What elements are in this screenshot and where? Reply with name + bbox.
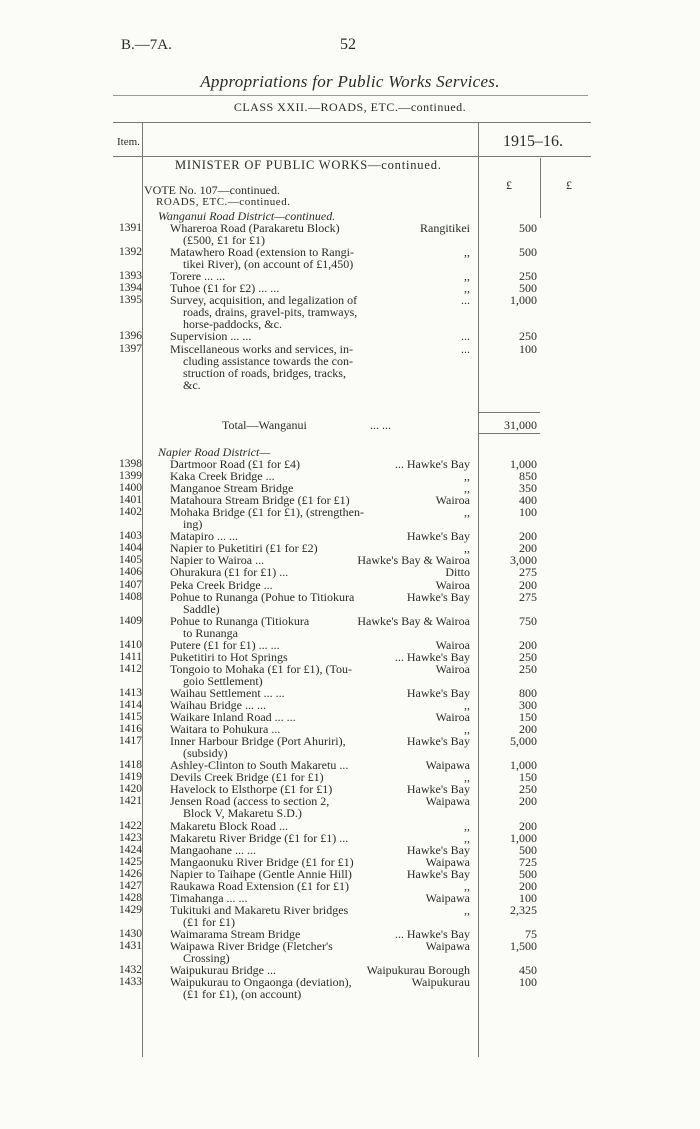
county-name: ,,: [464, 481, 470, 496]
amount-value: 500: [519, 245, 537, 260]
year-column-header: 1915–16.: [503, 133, 563, 150]
item-description-continued: Block V, Makaretu S.D.): [183, 806, 302, 821]
item-description: Mangaonuku River Bridge (£1 for £1): [170, 854, 354, 869]
table-row-continuation: [0, 916, 700, 928]
county-name: ,,: [464, 245, 470, 260]
county-name: ,,: [464, 818, 470, 833]
table-row-continuation: [0, 603, 700, 615]
table-row: [0, 771, 700, 783]
county-name: Hawke's Bay: [406, 866, 470, 881]
item-number: 1429: [119, 903, 142, 916]
item-description: Havelock to Elsthorpe (£1 for £1): [170, 782, 333, 797]
table-row: [0, 542, 700, 554]
table-row: [0, 554, 700, 566]
table-row-continuation: [0, 355, 700, 367]
amount-value: 250: [519, 269, 537, 284]
amount-value: 75: [525, 926, 537, 941]
item-number: 1421: [119, 795, 142, 808]
amount-value: 200: [519, 818, 537, 833]
table-row-continuation: [0, 747, 700, 759]
amount-value: 800: [519, 685, 537, 700]
county-name: Hawke's Bay & Wairoa: [357, 553, 470, 568]
item-number: 1402: [119, 506, 142, 519]
item-description: Tukituki and Makaretu River bridges: [170, 902, 349, 917]
table-row-continuation: [0, 675, 700, 687]
item-number: 1405: [119, 554, 142, 567]
amount-value: 275: [519, 565, 537, 580]
county-name: Wairoa: [435, 710, 470, 725]
table-row: [0, 856, 700, 868]
total-amount: 31,000: [504, 418, 537, 432]
item-description-continued: goio Settlement): [183, 673, 263, 688]
item-description: Waipukurau Bridge ...: [170, 963, 277, 978]
amount-value: 725: [519, 854, 537, 869]
county-name: ,,: [464, 902, 470, 917]
amount-value: 100: [519, 341, 537, 356]
item-number: 1392: [119, 246, 142, 259]
amount-value: 1,500: [510, 939, 537, 953]
amount-value: 850: [519, 469, 537, 484]
item-number: 1404: [119, 542, 142, 555]
total-rule-bottom: [478, 433, 540, 434]
item-number: 1408: [119, 590, 142, 603]
title-rule: [113, 95, 588, 96]
item-number: 1430: [119, 927, 142, 940]
county-name: Rangitikei: [420, 221, 470, 235]
county-name: Hawke's Bay: [406, 842, 470, 857]
item-description-continued: (subsidy): [183, 746, 228, 761]
item-description: Pohue to Runanga (Pohue to Titiokura: [170, 589, 355, 604]
item-description: Inner Harbour Bridge (Port Ahuriri),: [170, 734, 346, 749]
item-description: Whareroa Road (Parakaretu Block): [170, 221, 340, 235]
table-row: [0, 723, 700, 735]
county-name: Waipawa: [425, 890, 470, 905]
item-description: Supervision ... ...: [170, 329, 252, 344]
item-description: Kaka Creek Bridge ...: [170, 469, 275, 484]
item-number: 1432: [119, 964, 142, 977]
item-number: 1427: [119, 879, 142, 892]
item-description-continued: (£1 for £1): [183, 914, 235, 929]
table-row-continuation: [0, 367, 700, 379]
table-row-continuation: [0, 807, 700, 819]
item-number: 1422: [119, 819, 142, 832]
item-description: Makaretu Block Road ...: [170, 818, 288, 833]
county-name: Waipawa: [425, 939, 470, 953]
class-heading: CLASS XXII.—ROADS, ETC.—continued.: [233, 100, 467, 114]
table-row: [0, 530, 700, 542]
table-row: [0, 795, 700, 807]
amount-value: 500: [519, 842, 537, 857]
amount-value: 200: [519, 529, 537, 544]
item-number: 1423: [119, 831, 142, 844]
item-number: 1413: [119, 686, 142, 699]
table-row-continuation: [0, 318, 700, 330]
amount-value: 1,000: [510, 293, 537, 308]
county-name: Hawke's Bay: [406, 734, 470, 749]
item-number: 1420: [119, 783, 142, 796]
item-number: 1424: [119, 843, 142, 856]
item-description: Timahanga ... ...: [170, 890, 248, 905]
item-description: Peka Creek Bridge ...: [170, 577, 273, 592]
amount-value: 250: [519, 329, 537, 344]
table-row-continuation: [0, 258, 700, 270]
amount-value: 250: [519, 649, 537, 664]
amount-value: 500: [519, 221, 537, 235]
item-description: Torere ... ...: [170, 269, 226, 284]
amount-value: 100: [519, 975, 537, 990]
table-row-continuation: [0, 306, 700, 318]
item-description: Waikare Inland Road ... ...: [170, 710, 296, 725]
district-heading: Wanganui Road District—continued.: [158, 209, 336, 223]
table-row-continuation: [0, 379, 700, 391]
amount-value: 3,000: [510, 553, 537, 568]
item-number: 1403: [119, 530, 142, 543]
item-description: Matahoura Stream Bridge (£1 for £1): [170, 493, 350, 508]
amount-value: 200: [519, 577, 537, 592]
item-description: Devils Creek Bridge (£1 for £1): [170, 770, 324, 785]
table-row: [0, 976, 700, 988]
county-name: ,,: [464, 281, 470, 296]
amount-value: 250: [519, 661, 537, 676]
county-name: Ditto: [445, 565, 470, 580]
county-name: ,,: [464, 269, 470, 284]
amount-value: 200: [519, 794, 537, 809]
total-label: Total—Wanganui: [222, 418, 307, 432]
table-row: [0, 343, 700, 355]
total-rule-top: [478, 412, 540, 413]
table-row-continuation: [0, 988, 700, 1000]
table-row: [0, 482, 700, 494]
county-name: Waipawa: [425, 854, 470, 869]
item-description: Pohue to Runanga (Titiokura: [170, 613, 310, 628]
item-description: Napier to Taihape (Gentle Annie Hill): [170, 866, 352, 881]
county-name: Hawke's Bay: [406, 782, 470, 797]
item-number: 1395: [119, 294, 142, 307]
county-name: ...: [461, 329, 470, 344]
table-row: [0, 615, 700, 627]
item-number: 1410: [119, 638, 142, 651]
county-name: ,,: [464, 878, 470, 893]
county-name: Wairoa: [435, 493, 470, 508]
item-number: 1433: [119, 976, 142, 989]
county-name: Waipukurau: [411, 975, 470, 990]
county-name: Hawke's Bay: [406, 589, 470, 604]
item-description-continued: horse-paddocks, &c.: [183, 317, 282, 332]
table-row: [0, 759, 700, 771]
county-name: ... Hawke's Bay: [394, 457, 470, 471]
item-description: Raukawa Road Extension (£1 for £1): [170, 878, 349, 893]
table-row: [0, 844, 700, 856]
county-name: ,,: [464, 541, 470, 556]
item-number: 1397: [119, 342, 142, 355]
amount-value: 1,000: [510, 830, 537, 845]
item-number: 1414: [119, 699, 142, 711]
item-description-continued: to Runanga: [183, 625, 238, 640]
table-row: [0, 330, 700, 342]
item-number: 1428: [119, 891, 142, 904]
item-description: Waipawa River Bridge (Fletcher's: [170, 939, 333, 953]
item-description: Ashley-Clinton to South Makaretu ...: [170, 758, 349, 773]
item-number: 1394: [119, 282, 142, 295]
item-description: Putere (£1 for £1) ... ...: [170, 637, 280, 652]
currency-label: £: [506, 178, 512, 192]
vote-heading: VOTE No. 107—continued.: [144, 183, 280, 197]
item-number: 1431: [119, 940, 142, 952]
item-description: Jensen Road (access to section 2,: [170, 794, 330, 809]
table-row: [0, 579, 700, 591]
page-title: Appropriations for Public Works Services.: [200, 72, 500, 91]
table-row: [0, 699, 700, 711]
item-description-continued: Saddle): [183, 601, 220, 616]
table-row: [0, 270, 700, 282]
table-top-rule: [113, 122, 591, 123]
total-dots: ... ...: [370, 418, 391, 432]
county-name: ,,: [464, 698, 470, 712]
county-name: Wairoa: [435, 577, 470, 592]
item-description: Waitara to Pohukura ...: [170, 722, 281, 737]
county-name: ... Hawke's Bay: [394, 926, 470, 941]
amount-value: 1,000: [510, 457, 537, 471]
item-description-continued: ing): [183, 517, 203, 532]
item-number: 1426: [119, 867, 142, 880]
county-name: ... Hawke's Bay: [394, 649, 470, 664]
item-description: Makaretu River Bridge (£1 for £1) ...: [170, 830, 349, 845]
item-number: 1425: [119, 855, 142, 868]
item-description: Tongoio to Mohaka (£1 for £1), (Tou-: [170, 661, 352, 676]
table-row: [0, 663, 700, 675]
table-row: [0, 820, 700, 832]
item-description-continued: Crossing): [183, 951, 230, 966]
item-description: Mangaohane ... ...: [170, 842, 256, 857]
table-row: [0, 639, 700, 651]
county-name: Waipawa: [425, 794, 470, 809]
table-row: [0, 868, 700, 880]
county-name: ,,: [464, 469, 470, 484]
item-description: Waimarama Stream Bridge: [170, 926, 301, 941]
table-row-continuation: [0, 952, 700, 964]
table-row-continuation: [0, 627, 700, 639]
item-description: Waipukurau to Ongaonga (deviation),: [170, 975, 352, 990]
item-number: 1411: [119, 650, 142, 663]
county-name: Waipukurau Borough: [366, 963, 470, 978]
county-name: ,,: [464, 770, 470, 785]
item-description: Napier to Wairoa ...: [170, 553, 265, 568]
roads-heading: ROADS, ETC.—continued.: [156, 196, 291, 208]
county-name: ,,: [464, 505, 470, 520]
item-description: Puketitiri to Hot Springs: [170, 649, 288, 664]
item-number: 1417: [119, 735, 142, 748]
item-description-continued: (£500, £1 for £1): [183, 233, 265, 248]
item-number: 1401: [119, 494, 142, 507]
item-description: Manganoe Stream Bridge: [170, 481, 294, 496]
table-header-rule: [113, 156, 591, 157]
item-number: 1393: [119, 270, 142, 283]
item-description: Survey, acquisition, and legalization of: [170, 293, 358, 308]
amount-value: 200: [519, 878, 537, 893]
item-description: Waihau Bridge ... ...: [170, 698, 267, 712]
amount-value: 200: [519, 541, 537, 556]
table-row: [0, 687, 700, 699]
table-row: [0, 880, 700, 892]
table-row: [0, 940, 700, 952]
table-row: [0, 904, 700, 916]
amount-value: 300: [519, 698, 537, 712]
amount-value: 150: [519, 770, 537, 785]
item-number: 1415: [119, 711, 142, 724]
table-row: [0, 458, 700, 470]
amount-value: 100: [519, 890, 537, 905]
amount-value: 400: [519, 493, 537, 508]
table-row: [0, 711, 700, 723]
amount-value: 2,325: [510, 902, 537, 917]
table-row: [0, 506, 700, 518]
county-name: ,,: [464, 722, 470, 737]
item-number: 1406: [119, 566, 142, 579]
item-description: Mohaka Bridge (£1 for £1), (strengthen-: [170, 505, 364, 520]
amount-value: 200: [519, 722, 537, 737]
item-description: Ohurakura (£1 for £1) ...: [170, 565, 289, 580]
county-name: Hawke's Bay: [406, 685, 470, 700]
item-description: Waihau Settlement ... ...: [170, 685, 285, 700]
page-number: 52: [340, 36, 356, 53]
item-number: 1412: [119, 662, 142, 675]
table-row: [0, 651, 700, 663]
item-description: Napier to Puketitiri (£1 for £2): [170, 541, 318, 556]
item-description: Miscellaneous works and services, in-: [170, 341, 353, 356]
county-name: Hawke's Bay & Wairoa: [357, 613, 470, 628]
table-row: [0, 892, 700, 904]
pound-column-rule: [540, 158, 541, 218]
amount-value: 500: [519, 281, 537, 296]
item-description-continued: tikei River), (on account of £1,450): [183, 257, 354, 272]
currency-label: £: [566, 178, 572, 192]
amount-value: 450: [519, 963, 537, 978]
item-number: 1398: [119, 458, 142, 470]
item-description-continued: struction of roads, bridges, tracks,: [183, 365, 346, 380]
item-description-continued: (£1 for £1), (on account): [183, 987, 302, 1002]
item-number: 1391: [119, 222, 142, 234]
county-name: ...: [461, 293, 470, 308]
table-row: [0, 591, 700, 603]
table-row-continuation: [0, 518, 700, 530]
county-name: Wairoa: [435, 661, 470, 676]
amount-value: 150: [519, 710, 537, 725]
item-description-continued: &c.: [183, 377, 201, 392]
item-description: Dartmoor Road (£1 for £4): [170, 457, 300, 471]
item-description: Matapiro ... ...: [170, 529, 238, 544]
table-row: [0, 735, 700, 747]
county-name: Hawke's Bay: [406, 529, 470, 544]
item-column-header: Item.: [117, 136, 140, 148]
item-description: Matawhero Road (extension to Rangi-: [170, 245, 354, 260]
amount-value: 200: [519, 637, 537, 652]
table-row: [0, 832, 700, 844]
district-heading: Napier Road District—: [158, 445, 271, 459]
county-name: ,,: [464, 830, 470, 845]
amount-value: 500: [519, 866, 537, 881]
county-name: ...: [461, 341, 470, 356]
amount-value: 275: [519, 589, 537, 604]
table-row: [0, 470, 700, 482]
amount-value: 250: [519, 782, 537, 797]
item-number: 1419: [119, 771, 142, 784]
item-number: 1418: [119, 759, 142, 772]
item-description: Tuhoe (£1 for £2) ... ...: [170, 281, 280, 296]
table-row: [0, 222, 700, 234]
item-number: 1407: [119, 578, 142, 591]
document-reference: B.—7A.: [121, 37, 172, 53]
item-number: 1396: [119, 330, 142, 343]
amount-value: 5,000: [510, 734, 537, 749]
item-description-continued: cluding assistance towards the con-: [183, 353, 353, 368]
item-number: 1416: [119, 723, 142, 736]
table-row: [0, 566, 700, 578]
item-description-continued: roads, drains, gravel-pits, tramways,: [183, 305, 358, 320]
amount-value: 1,000: [510, 758, 537, 773]
county-name: Waipawa: [425, 758, 470, 773]
amount-value: 750: [519, 613, 537, 628]
table-row: [0, 783, 700, 795]
item-number: 1400: [119, 482, 142, 495]
amount-value: 350: [519, 481, 537, 496]
minister-heading: MINISTER OF PUBLIC WORKS—continued.: [175, 158, 442, 172]
table-row: [0, 928, 700, 940]
item-number: 1399: [119, 470, 142, 483]
county-name: Wairoa: [435, 637, 470, 652]
amount-value: 100: [519, 505, 537, 520]
item-number: 1409: [119, 614, 142, 627]
